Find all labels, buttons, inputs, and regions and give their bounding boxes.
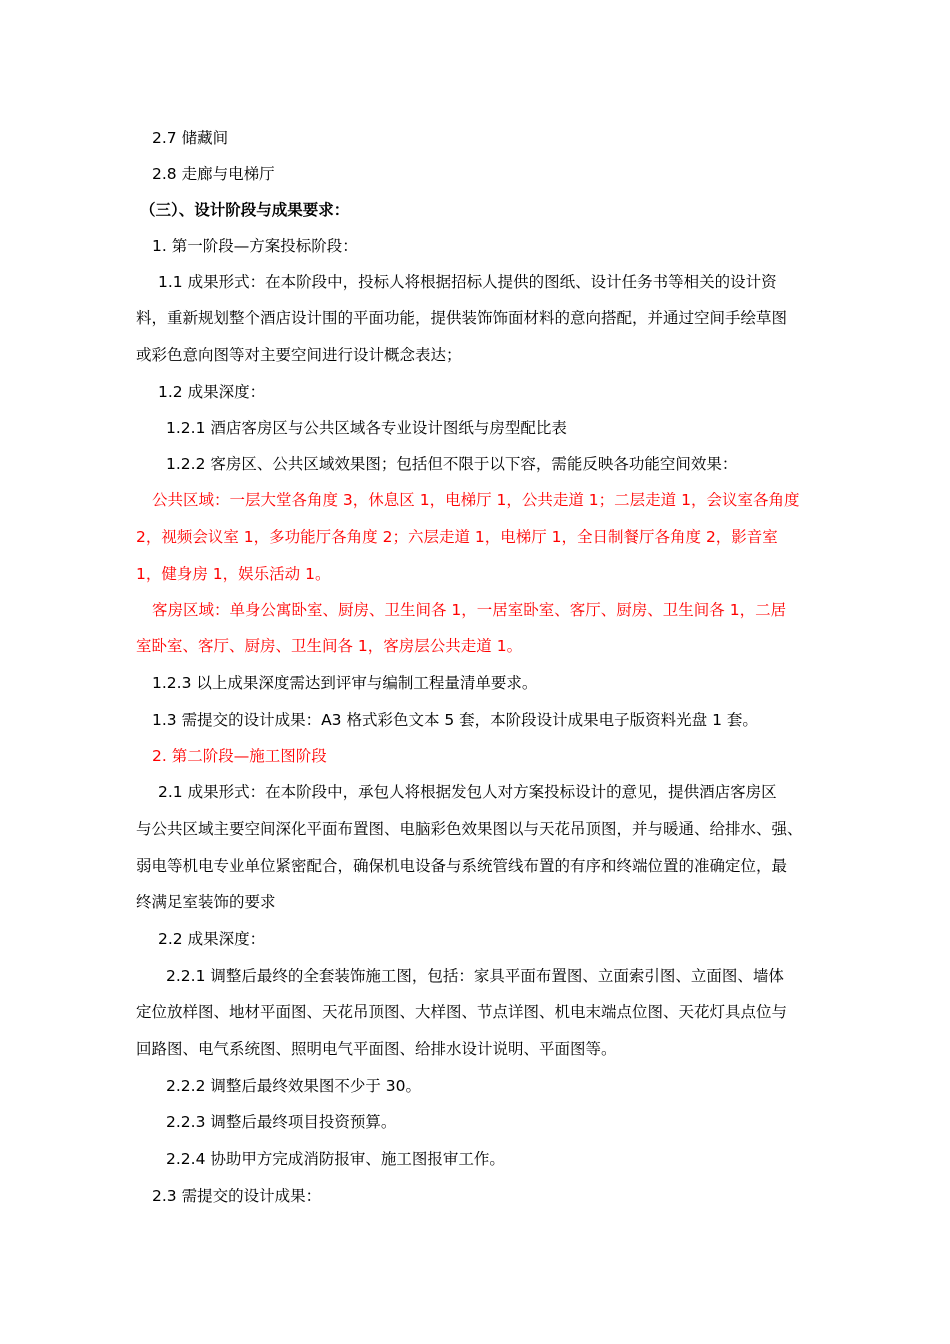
section-heading: （三）、设计阶段与成果要求：	[140, 201, 350, 219]
item-2-2-1-line-3: 回路图、电气系统图、照明电气平面图、给排水设计说明、平面图等。	[136, 1040, 617, 1058]
subheading-1-2: 1.2 成果深度：	[158, 383, 266, 401]
public-area-line-2: 2，视频会议室 1，多功能厅各角度 2；六层走道 1，电梯厅 1，全日制餐厅各角度 2，影音室	[136, 528, 778, 546]
item-2-3: 2.3 需提交的设计成果：	[152, 1187, 322, 1205]
item-1-3: 1.3 需提交的设计成果：A3 格式彩色文本 5 套，本阶段设计成果电子版资料光盘 1 套。	[152, 711, 758, 729]
item-2-2-4: 2.2.4 协助甲方完成消防报审、施工图报审工作。	[166, 1150, 505, 1168]
guestroom-area-line-2: 室卧室、客厅、厨房、卫生间各 1，客房层公共走道 1。	[136, 637, 523, 655]
subheading-2-2: 2.2 成果深度：	[158, 930, 266, 948]
list-item-2-8: 2.8 走廊与电梯厅	[152, 165, 275, 183]
stage-1-heading: 1. 第一阶段—方案投标阶段：	[152, 237, 358, 255]
list-item-2-7: 2.7 储藏间	[152, 129, 229, 147]
public-area-line-1: 公共区域：一层大堂各角度 3，休息区 1，电梯厅 1，公共走道 1；二层走道 1，会议室各角度	[152, 491, 800, 509]
paragraph-1-1-line-3: 或彩色意向图等对主要空间进行设计概念表达；	[136, 346, 462, 364]
paragraph-2-1-line-4: 终满足室装饰的要求	[136, 893, 276, 911]
item-1-2-2: 1.2.2 客房区、公共区域效果图；包括但不限于以下容，需能反映各功能空间效果：	[166, 455, 738, 473]
item-2-2-3: 2.2.3 调整后最终项目投资预算。	[166, 1113, 397, 1131]
paragraph-2-1-line-2: 与公共区域主要空间深化平面布置图、电脑彩色效果图以与天花吊顶图，并与暖通、给排水、强、	[136, 820, 803, 838]
stage-2-heading: 2. 第二阶段—施工图阶段	[152, 747, 327, 765]
paragraph-1-1-line-2: 料，重新规划整个酒店设计围的平面功能，提供装饰饰面材料的意向搭配，并通过空间手绘草图	[136, 309, 788, 327]
item-2-2-1-line-2: 定位放样图、地材平面图、天花吊顶图、大样图、节点详图、机电末端点位图、天花灯具点位与	[136, 1003, 788, 1021]
paragraph-1-1-line-1: 1.1 成果形式：在本阶段中，投标人将根据招标人提供的图纸、设计任务书等相关的设计资	[158, 273, 777, 291]
public-area-line-3: 1，健身房 1，娱乐活动 1。	[136, 565, 331, 583]
paragraph-2-1-line-3: 弱电等机电专业单位紧密配合，确保机电设备与系统管线布置的有序和终端位置的准确定位，最	[136, 857, 788, 875]
paragraph-2-1-line-1: 2.1 成果形式：在本阶段中，承包人将根据发包人对方案投标设计的意见，提供酒店客房区	[158, 783, 777, 801]
guestroom-area-line-1: 客房区域：单身公寓卧室、厨房、卫生间各 1，一居室卧室、客厅、厨房、卫生间各 1，二居	[152, 601, 787, 619]
item-2-2-1-line-1: 2.2.1 调整后最终的全套装饰施工图，包括：家具平面布置图、立面索引图、立面图、墙体	[166, 967, 784, 985]
item-2-2-2: 2.2.2 调整后最终效果图不少于 30。	[166, 1077, 422, 1095]
item-1-2-3: 1.2.3 以上成果深度需达到评审与编制工程量清单要求。	[152, 674, 538, 692]
item-1-2-1: 1.2.1 酒店客房区与公共区域各专业设计图纸与房型配比表	[166, 419, 567, 437]
